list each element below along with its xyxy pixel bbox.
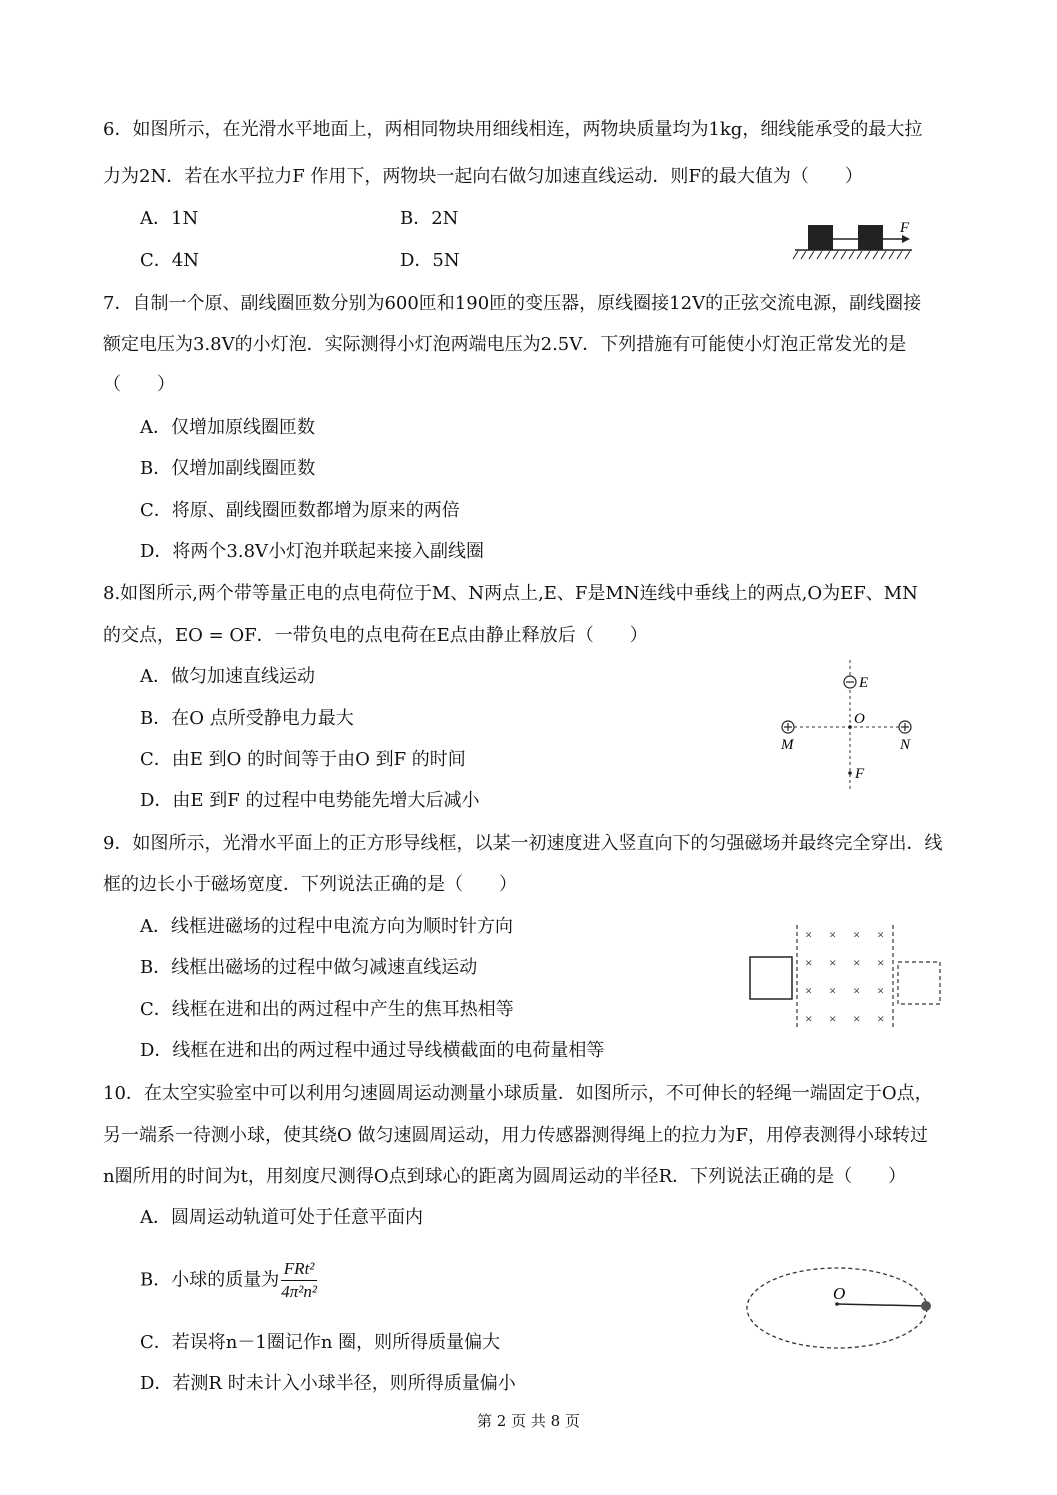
q10-stem-line2: 另一端系一待测小球，使其绕O 做匀速圆周运动，用力传感器测得绳上的拉力为F，用停表测得小球转过 [103,1125,928,1146]
orbit-dashed [747,1268,927,1348]
q7-option-c: C．将原、副线圈匝数都增为原来的两倍 [140,500,460,521]
q7-stem-line1: 7．自制一个原、副线圈匝数分别为600匝和190匝的变压器，原线圈接12V的正弦交流电源，副线圈接 [103,293,922,314]
q7-stem-line2: 额定电压为3.8V的小灯泡．实际测得小灯泡两端电压为2.5V．下列措施有可能使小灯泡正常发光的是 [103,334,907,355]
q9-option-c: C．线框在进和出的两过程中产生的焦耳热相等 [140,999,514,1020]
q8-stem-line2: 的交点，EO = OF．一带负电的点电荷在E点由静止释放后（ ） [103,625,648,646]
ball [921,1301,931,1311]
loop-exited-dashed [898,962,940,1004]
q10-option-b-text: B．小球的质量为 [140,1269,280,1291]
q6-figure [790,215,920,265]
q9-option-a: A．线框进磁场的过程中电流方向为顺时针方向 [140,916,513,937]
svg-text:×: × [877,983,885,998]
q6-option-c: C．4N [140,250,199,271]
q6-option-a: A．1N [140,208,199,229]
q7-option-a: A．仅增加原线圈匝数 [140,417,315,438]
svg-text:×: × [805,1011,813,1026]
force-label: F [900,220,910,236]
q10-option-d: D．若测R 时未计入小球半径，则所得质量偏小 [140,1373,516,1394]
svg-text:×: × [829,1011,837,1026]
q8-option-c: C．由E 到O 的时间等于由O 到F 的时间 [140,749,466,770]
svg-text:×: × [853,1011,861,1026]
point-f [848,771,852,775]
rope [837,1304,925,1306]
label-e: E [859,675,869,691]
svg-text:×: × [805,983,813,998]
q6-option-d: D．5N [400,250,460,271]
svg-text:×: × [853,927,861,942]
mass-formula [281,1258,317,1303]
q9-option-d: D．线框在进和出的两过程中通过导线横截面的电荷量相等 [140,1040,605,1061]
magnetic-field-crosses [805,927,884,1026]
q6-stem-line2: 力为2N．若在水平拉力F 作用下，两物块一起向右做匀加速直线运动．则F的最大值为（ ） [103,166,863,187]
q8-stem-line1: 8.如图所示,两个带等量正电的点电荷位于M、N两点上,E、F是MN连线中垂线上的两点,O为EF、MN [103,583,918,604]
label-f: F [855,766,865,782]
svg-text:×: × [829,983,837,998]
q6-option-b: B．2N [400,208,459,229]
svg-text:×: × [805,927,813,942]
q10-option-c: C．若误将n－1圈记作n 圈，则所得质量偏大 [140,1332,501,1353]
mass-formula-numerator: FRt² [281,1258,317,1281]
point-o [848,725,852,729]
svg-text:×: × [877,927,885,942]
q10-stem-line1: 10．在太空实验室中可以利用匀速圆周运动测量小球质量．如图所示，不可伸长的轻绳一端固定于O点， [103,1083,933,1104]
q8-option-d: D．由E 到F 的过程中电势能先增大后减小 [140,790,480,811]
block-left [808,225,833,250]
q10-option-b [140,1258,317,1303]
q9-stem-line1: 9．如图所示，光滑水平面上的正方形导线框，以某一初速度进入竖直向下的匀强磁场并最终完全穿出．线 [103,833,943,854]
q9-option-b: B．线框出磁场的过程中做匀减速直线运动 [140,957,478,978]
svg-text:×: × [805,955,813,970]
q10-figure [745,1262,940,1357]
block-right [858,225,883,250]
q8-figure [770,655,920,795]
q7-option-b: B．仅增加副线圈匝数 [140,458,316,479]
page-footer: 第 2 页 共 8 页 [477,1412,580,1430]
svg-text:×: × [853,955,861,970]
label-o: O [854,711,865,727]
q6-stem-line1: 6．如图所示，在光滑水平地面上，两相同物块用细线相连，两物块质量均为1kg，细线能承受的最大拉 [103,119,923,140]
label-o: O [833,1284,846,1303]
svg-text:×: × [853,983,861,998]
q7-stem-line3: （ ） [103,374,175,395]
mass-formula-denominator: 4π²n² [281,1282,317,1301]
q10-option-a: A．圆周运动轨道可处于任意平面内 [140,1207,423,1228]
q9-figure [745,922,955,1032]
svg-text:×: × [829,955,837,970]
svg-text:×: × [877,1011,885,1026]
svg-text:×: × [829,927,837,942]
q8-option-a: A．做匀加速直线运动 [140,666,315,687]
q9-stem-line2: 框的边长小于磁场宽度．下列说法正确的是（ ） [103,874,517,895]
label-n: N [900,737,911,753]
svg-text:×: × [877,955,885,970]
q8-option-b: B．在O 点所受静电力最大 [140,708,354,729]
q7-option-d: D．将两个3.8V小灯泡并联起来接入副线圈 [140,541,485,562]
q10-stem-line3: n圈所用的时间为t，用刻度尺测得O点到球心的距离为圆周运动的半径R．下列说法正确的是（ ） [103,1166,907,1187]
loop-entering [750,957,792,999]
label-m: M [781,737,794,753]
